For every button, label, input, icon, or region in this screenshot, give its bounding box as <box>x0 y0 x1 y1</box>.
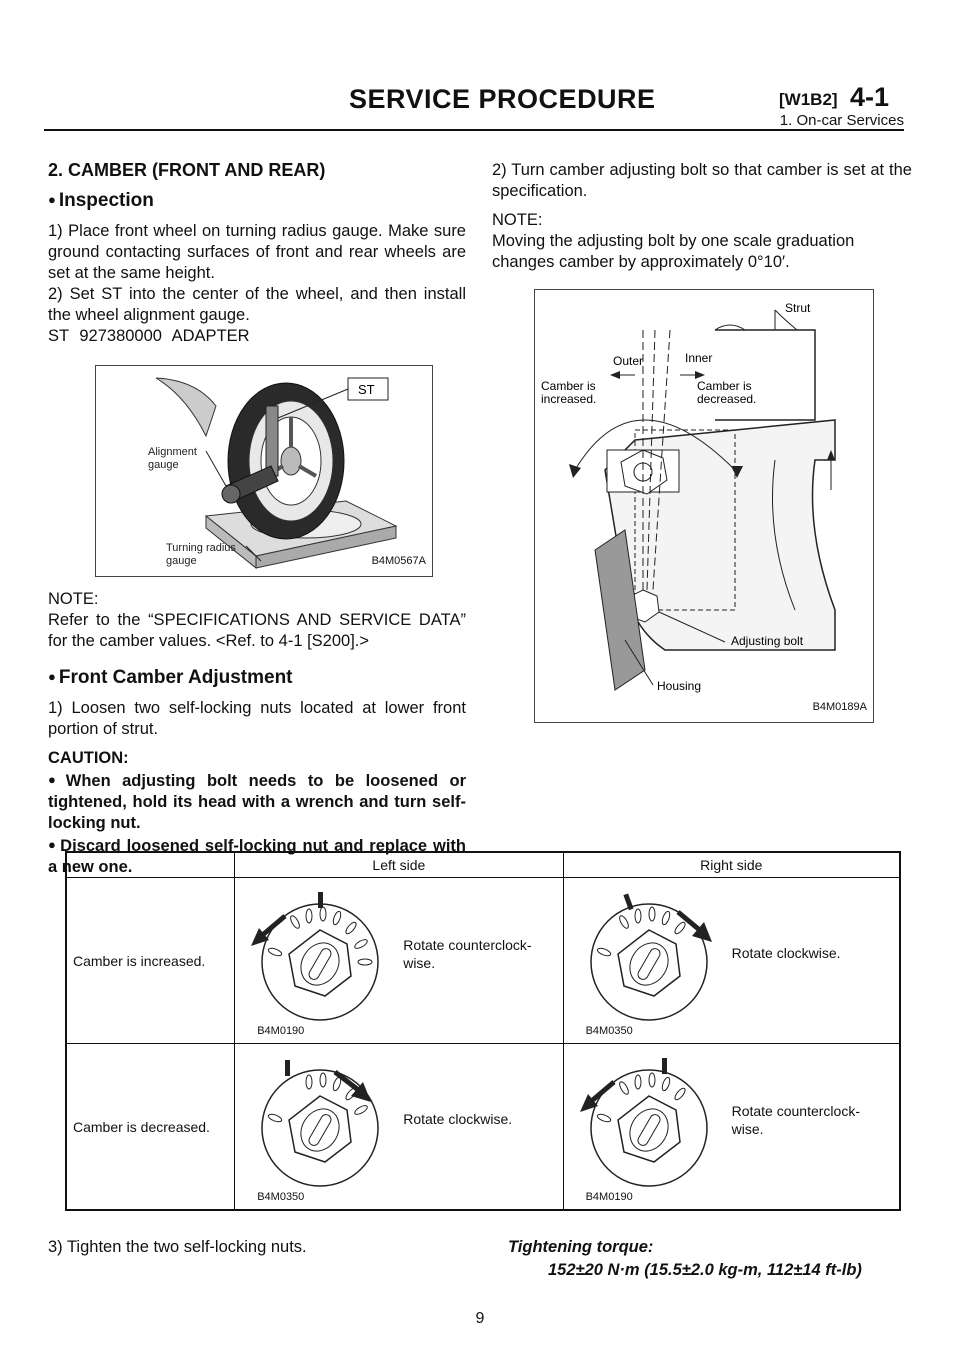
table-header-empty <box>66 852 235 878</box>
inspection-step-2: 2) Set ST into the center of the wheel, and then install the wheel alignment gauge. <box>48 285 466 324</box>
label-turning-radius: Turning radius <box>166 542 236 554</box>
inspection-heading <box>48 189 466 211</box>
front-camber-title: Front Camber Adjustment <box>58 667 293 688</box>
dial-ccw-icon <box>574 1058 724 1188</box>
row-label: Camber is decreased. <box>66 1044 235 1211</box>
section-number: 4-1 <box>850 82 890 112</box>
figure-code: B4M0350 <box>585 1025 633 1037</box>
rotate-instruction: Rotate clockwise. <box>403 1111 513 1127</box>
torque-spec <box>508 1236 862 1282</box>
dial-ccw-icon <box>245 892 395 1022</box>
figure-camber-adjust <box>534 289 874 723</box>
rotate-instruction: Rotate clockwise. <box>731 945 841 961</box>
table-header-left: Left side <box>235 852 563 878</box>
label-camber-inc-1: Camber is <box>541 379 596 393</box>
bullet-icon: ● <box>48 772 63 787</box>
camber-adjustment-table <box>65 851 901 1211</box>
figure-code: B4M0190 <box>585 1191 633 1203</box>
note-text: Refer to the “SPECIFICATIONS AND SERVICE DATA” for the camber values. <Ref. to 4-1 [S200].> <box>48 611 466 650</box>
table-cell <box>563 878 900 1044</box>
table-cell <box>235 1044 563 1211</box>
label-gauge-1: gauge <box>148 459 179 471</box>
row-label: Camber is increased. <box>66 878 235 1044</box>
table-row <box>66 878 900 1044</box>
adjust-step-2: 2) Turn camber adjusting bolt so that camber is set at the specification. <box>492 161 912 200</box>
caution-item-1: ● When adjusting bolt needs to be loosened or tightened, hold its head with a wrench and turn self-locking nut. <box>48 772 466 832</box>
right-column <box>492 160 912 723</box>
table-cell <box>563 1044 900 1211</box>
label-alignment: Alignment <box>148 446 197 458</box>
table-header-right: Right side <box>563 852 900 878</box>
label-camber-dec-1: Camber is <box>697 379 752 393</box>
caution-item-2: ● Discard loosened self-locking nut and replace with a new one. <box>48 837 466 876</box>
dial-cw-icon <box>574 892 724 1022</box>
section-heading: 2. CAMBER (FRONT AND REAR) <box>48 160 326 180</box>
bullet-icon: ● <box>48 192 56 207</box>
rotate-instruction: Rotate counterclock-wise. <box>731 1103 860 1137</box>
label-st: ST <box>358 382 375 397</box>
label-outer: Outer <box>613 354 644 368</box>
section-code: [W1B2] <box>779 90 838 109</box>
page-header <box>44 82 904 128</box>
page-number: 9 <box>475 1310 485 1327</box>
inspection-title: Inspection <box>58 190 154 211</box>
inspection-step-1: 1) Place front wheel on turning radius gauge. Make sure ground contacting surfaces of front and rear wheels are set at the same height. <box>48 222 466 282</box>
dial-cw-icon <box>245 1058 395 1188</box>
section-subtitle: 1. On-car Services <box>779 112 904 129</box>
header-rule <box>44 129 904 131</box>
table-cell <box>235 878 563 1044</box>
figure-code: B4M0190 <box>257 1025 305 1037</box>
table-header-row <box>66 852 900 878</box>
page-title: SERVICE PROCEDURE <box>349 84 656 114</box>
label-strut: Strut <box>785 301 811 315</box>
tighten-step-3: 3) Tighten the two self-locking nuts. <box>48 1238 307 1256</box>
label-inner: Inner <box>685 351 713 365</box>
figure-code: B4M0189A <box>812 701 867 713</box>
torque-title: Tightening torque: <box>508 1238 654 1256</box>
figure-code: B4M0567A <box>371 555 426 567</box>
wheel-illustration <box>96 366 432 576</box>
label-camber-inc-2: increased. <box>541 392 597 406</box>
figure-code: B4M0350 <box>257 1191 305 1203</box>
front-step-1: 1) Loosen two self-locking nuts located at lower front portion of strut. <box>48 699 466 738</box>
front-camber-heading <box>48 666 466 688</box>
right-note-text: Moving the adjusting bolt by one scale graduation changes camber by approximately 0°10′. <box>492 232 855 271</box>
st-line: ST 927380000 ADAPTER <box>48 327 250 345</box>
bullet-icon: ● <box>48 669 56 684</box>
torque-value: 152±20 N·m (15.5±2.0 kg-m, 112±14 ft-lb) <box>548 1261 862 1279</box>
note-title: NOTE: <box>48 590 99 608</box>
left-column <box>48 160 466 878</box>
rotate-instruction: Rotate counterclock-wise. <box>403 937 532 971</box>
label-housing: Housing <box>657 679 702 693</box>
bullet-icon: ● <box>48 837 58 852</box>
right-note-title: NOTE: <box>492 211 543 229</box>
label-gauge-2: gauge <box>166 555 197 567</box>
strut-illustration <box>535 290 873 722</box>
label-adjusting-bolt: Adjusting bolt <box>731 634 804 648</box>
label-camber-dec-2: decreased. <box>697 392 757 406</box>
caution-title: CAUTION: <box>48 749 129 767</box>
figure-alignment-gauge <box>95 365 433 577</box>
table-row <box>66 1044 900 1211</box>
